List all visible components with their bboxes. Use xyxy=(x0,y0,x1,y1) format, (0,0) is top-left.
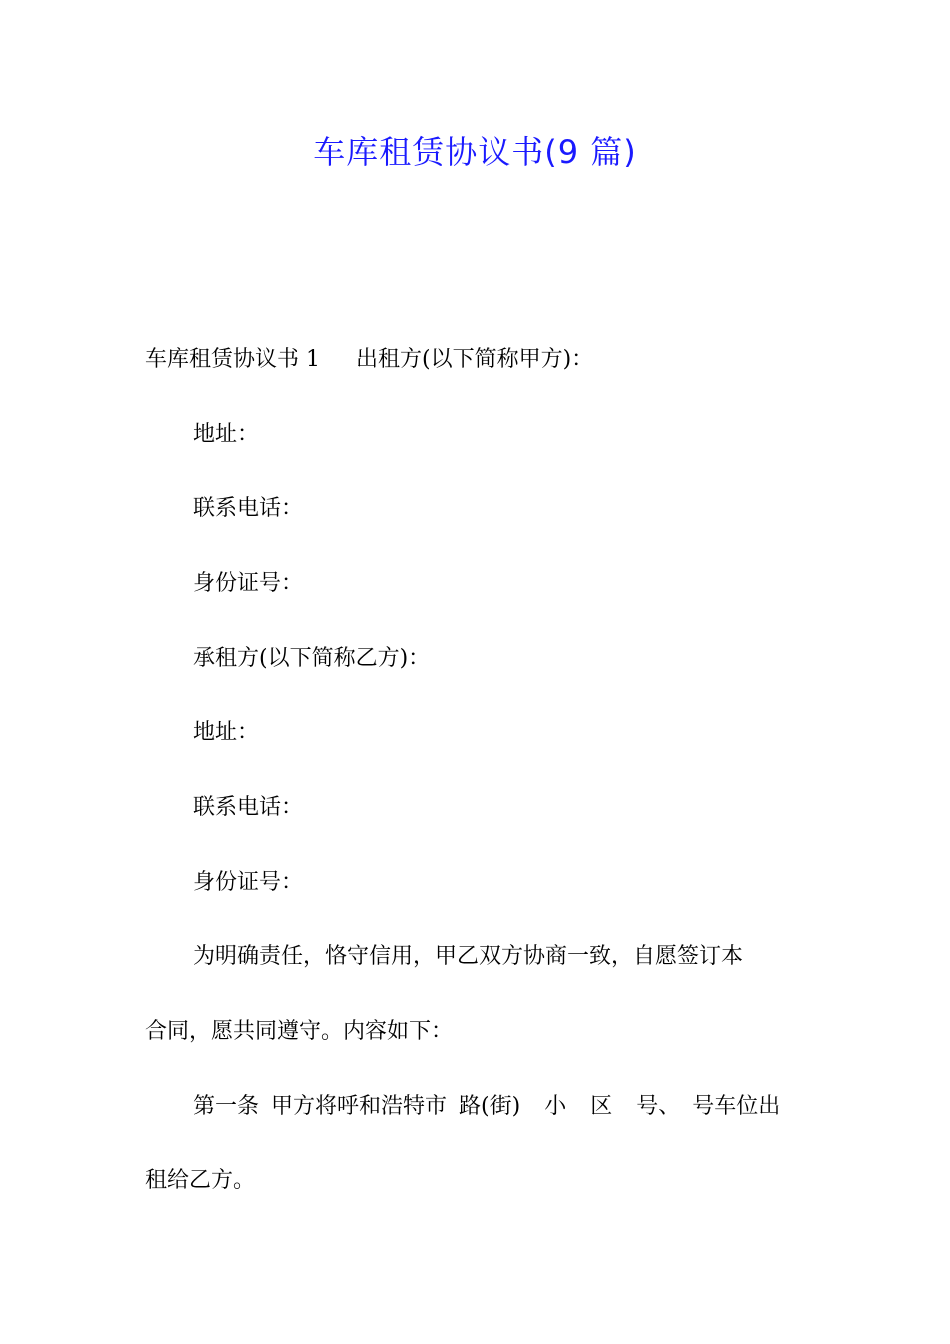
document-title: 车库租赁协议书(9 篇) xyxy=(313,133,637,171)
lessor-label: 出租方(以下简称甲方)： xyxy=(356,347,594,372)
lessee-label: 承租方(以下简称乙方)： xyxy=(193,646,431,671)
article-1-text-d: 区 xyxy=(590,1094,613,1119)
lessor-address-field: 地址： xyxy=(193,422,260,447)
article-1-text-a: 甲方将呼和浩特市 xyxy=(271,1094,448,1119)
agreement-number-label: 车库租赁协议书 1 xyxy=(145,347,320,372)
article-1-text-e: 号、 xyxy=(636,1094,681,1119)
article-1-line-1 xyxy=(193,1091,780,1123)
intro-paragraph-line-2: 合同，愿共同遵守。内容如下： xyxy=(145,1019,454,1044)
lessee-address-field: 地址： xyxy=(193,720,260,745)
lessee-phone-field: 联系电话： xyxy=(193,795,304,820)
agreement-heading-line xyxy=(145,344,593,376)
lessee-id-field: 身份证号： xyxy=(193,870,304,895)
article-1-line-2: 租给乙方。 xyxy=(145,1168,256,1193)
article-1-text-b: 路(街) xyxy=(459,1094,521,1119)
intro-paragraph-line-1: 为明确责任，恪守信用，甲乙双方协商一致，自愿签订本 xyxy=(193,944,744,969)
article-1-number: 第一条 xyxy=(193,1094,260,1119)
lessor-id-field: 身份证号： xyxy=(193,571,304,596)
lessor-phone-field: 联系电话： xyxy=(193,496,304,521)
article-1-text-c: 小 xyxy=(544,1094,567,1119)
article-1-text-f: 号车位出 xyxy=(692,1094,781,1119)
